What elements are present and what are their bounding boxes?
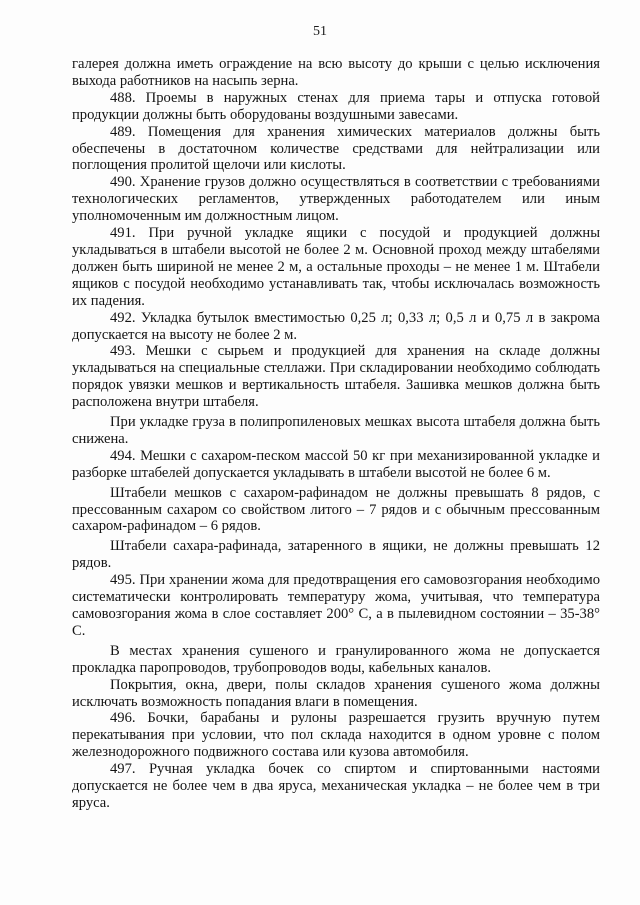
paragraph-494: 494. Мешки с сахаром-песком массой 50 кг при механизированной укладке и разборке штабелей допускается укладывать в штабели высотой не более 6 м. xyxy=(72,447,600,481)
paragraph-495-moisture: Покрытия, окна, двери, полы складов хранения сушеного жома должны исключать возможность попадания влаги в помещения. xyxy=(72,676,600,710)
paragraph-495-pipes: В местах хранения сушеного и гранулированного жома не допускается прокладка паропроводов, трубопроводов воды, кабельных каналов. xyxy=(72,642,600,676)
paragraph-489: 489. Помещения для хранения химических материалов должны быть обеспечены в достаточном количестве средствами для нейтрализации или поглощения пролитой щелочи или кислоты. xyxy=(72,123,600,174)
paragraph-496: 496. Бочки, барабаны и рулоны разрешается грузить вручную путем перекатывания при условии, что пол склада находится в одном уровне с полом железнодорожного подвижного состава или кузова автомобиля. xyxy=(72,710,600,761)
page-number: 51 xyxy=(313,24,327,39)
paragraph-continuation: галерея должна иметь ограждение на всю высоту до крыши с целью исключения выхода работников на насыпь зерна. xyxy=(72,56,600,89)
paragraph-488: 488. Проемы в наружных стенах для приема тары и отпуска готовой продукции должны быть оборудованы воздушными завесами. xyxy=(72,89,600,123)
paragraph-494-rafinad: Штабели мешков с сахаром-рафинадом не должны превышать 8 рядов, с прессованным сахаром со свойством литого – 7 рядов и с обычным прессованным сахаром-рафинадом – 6 рядов. xyxy=(72,484,600,535)
paragraph-490: 490. Хранение грузов должно осуществляться в соответствии с требованиями технологических регламентов, утвержденных работодателем или иным уполномоченным им должностным лицом. xyxy=(72,174,600,225)
paragraph-497: 497. Ручная укладка бочек со спиртом и спиртованными настоями допускается не более чем в два яруса, механическая укладка – не более чем в три яруса. xyxy=(72,761,600,811)
document-body xyxy=(72,56,600,812)
paragraph-494-boxes: Штабели сахара-рафинада, затаренного в ящики, не должны превышать 12 рядов. xyxy=(72,538,600,572)
paragraph-495: 495. При хранении жома для предотвращения его самовозгорания необходимо систематически контролировать температуру жома, учитывая, что температура самовозгорания жома в слое составляет 200° С, а в пылевидном состоянии – 35-38° С. xyxy=(72,572,600,639)
paragraph-493: 493. Мешки с сырьем и продукцией для хранения на складе должны укладываться на специальные стеллажи. При складировании необходимо соблюдать порядок увязки мешков и вертикальность штабеля. Зашивка мешков должна быть расположена внутри штабеля. xyxy=(72,343,600,411)
paragraph-493-note: При укладке груза в полипропиленовых мешках высота штабеля должна быть снижена. xyxy=(72,414,600,447)
paragraph-492: 492. Укладка бутылок вместимостью 0,25 л; 0,33 л; 0,5 л и 0,75 л в закрома допускается на высоту не более 2 м. xyxy=(72,309,600,343)
paragraph-491: 491. При ручной укладке ящики с посудой и продукцией должны укладываться в штабели высотой не более 2 м. Основной проход между штабелями должен быть шириной не менее 2 м, а остальные проходы – не менее 1 м. Штабели ящиков с посудой необходимо устанавливать так, чтобы исключалась возможность их падения. xyxy=(72,225,600,309)
